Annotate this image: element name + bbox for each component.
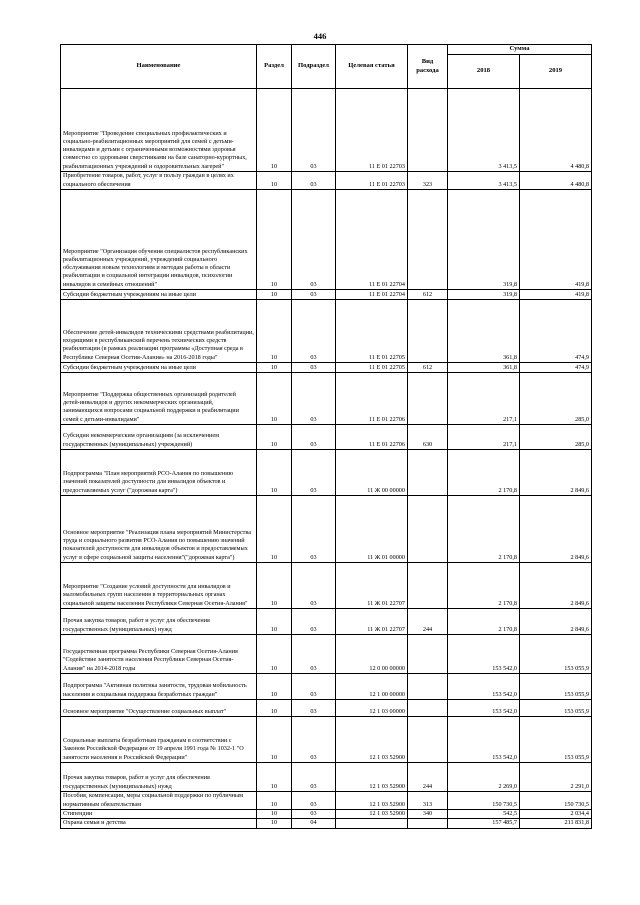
cell-amount-2018: 153 542,0 bbox=[448, 674, 520, 700]
cell-expense-type bbox=[408, 717, 448, 763]
cell-name: Приобретение товаров, работ, услуг в пользу граждан в целях их социального обеспечения bbox=[61, 172, 257, 190]
cell-name: Мероприятие "Поддержка общественных организаций родителей детей-инвалидов и других некоммерческих организаций, занимающихся вопросами социальной поддержки и реабилитации семей с детьми-инвалидами" bbox=[61, 373, 257, 425]
cell-subsection: 03 bbox=[292, 763, 336, 792]
cell-subsection: 03 bbox=[292, 89, 336, 172]
cell-name: Прочая закупка товаров, работ и услуг для обеспечения государственных (муниципальных) нужд bbox=[61, 609, 257, 635]
table-row bbox=[61, 763, 592, 792]
cell-expense-type: 244 bbox=[408, 763, 448, 792]
cell-amount-2019: 4 480,8 bbox=[520, 89, 592, 172]
cell-article: 11 Ж 01 22707 bbox=[336, 609, 408, 635]
cell-article: 11 Е 01 22704 bbox=[336, 190, 408, 290]
cell-section: 10 bbox=[257, 674, 292, 700]
cell-section: 10 bbox=[257, 363, 292, 373]
cell-amount-2018: 153 542,0 bbox=[448, 717, 520, 763]
cell-amount-2018: 319,8 bbox=[448, 290, 520, 300]
cell-subsection: 03 bbox=[292, 425, 336, 450]
cell-section: 10 bbox=[257, 450, 292, 496]
cell-expense-type bbox=[408, 89, 448, 172]
cell-amount-2018: 217,1 bbox=[448, 425, 520, 450]
cell-subsection: 03 bbox=[292, 563, 336, 609]
cell-expense-type bbox=[408, 373, 448, 425]
cell-amount-2019: 153 055,9 bbox=[520, 674, 592, 700]
cell-section: 10 bbox=[257, 496, 292, 563]
cell-amount-2018: 153 542,0 bbox=[448, 700, 520, 717]
cell-expense-type: 612 bbox=[408, 290, 448, 300]
cell-name: Пособия, компенсации, меры социальной поддержки по публичным нормативным обязательствам bbox=[61, 792, 257, 810]
cell-subsection: 03 bbox=[292, 810, 336, 819]
cell-section: 10 bbox=[257, 635, 292, 674]
cell-name: Подпрограмма "Активная политика занятости, трудовая мобильность населения и социальная поддержка безработных граждан" bbox=[61, 674, 257, 700]
cell-name: Прочая закупка товаров, работ и услуг для обеспечения государственных (муниципальных) нужд bbox=[61, 763, 257, 792]
cell-amount-2019: 153 055,9 bbox=[520, 700, 592, 717]
cell-name: Основное мероприятие "Реализация плана мероприятий Министерства труда и социального развития РСО-Алания по повышению значений показателей доступности для инвалидов объектов и предоставляемых услуг в сфере социальной защиты населения"("дорожная карта") bbox=[61, 496, 257, 563]
table-row bbox=[61, 635, 592, 674]
cell-amount-2019: 211 831,8 bbox=[520, 819, 592, 828]
cell-article bbox=[336, 819, 408, 828]
table-header bbox=[61, 45, 592, 89]
table-row bbox=[61, 190, 592, 290]
cell-section: 10 bbox=[257, 763, 292, 792]
cell-section: 10 bbox=[257, 290, 292, 300]
cell-amount-2019: 419,8 bbox=[520, 290, 592, 300]
cell-amount-2019: 2 034,4 bbox=[520, 810, 592, 819]
cell-amount-2019: 285,0 bbox=[520, 425, 592, 450]
cell-name: Основное мероприятие "Осуществление социальных выплат" bbox=[61, 700, 257, 717]
budget-table bbox=[60, 44, 592, 829]
cell-name: Субсидии бюджетным учреждениям на иные цели bbox=[61, 290, 257, 300]
cell-expense-type bbox=[408, 635, 448, 674]
cell-amount-2018: 2 170,8 bbox=[448, 450, 520, 496]
cell-name: Субсидии некоммерческим организациям (за исключением государственных (муниципальных) учреждений) bbox=[61, 425, 257, 450]
cell-subsection: 03 bbox=[292, 700, 336, 717]
cell-subsection: 03 bbox=[292, 717, 336, 763]
cell-section: 10 bbox=[257, 190, 292, 290]
cell-expense-type bbox=[408, 563, 448, 609]
cell-article: 11 Е 01 22705 bbox=[336, 300, 408, 363]
cell-name: Субсидии бюджетным учреждениям на иные цели bbox=[61, 363, 257, 373]
header-year-2019: 2019 bbox=[520, 55, 592, 89]
cell-amount-2019: 474,9 bbox=[520, 363, 592, 373]
table-body bbox=[61, 89, 592, 829]
cell-expense-type: 612 bbox=[408, 363, 448, 373]
cell-expense-type bbox=[408, 700, 448, 717]
cell-subsection: 03 bbox=[292, 635, 336, 674]
cell-amount-2019: 2 291,0 bbox=[520, 763, 592, 792]
cell-subsection: 03 bbox=[292, 300, 336, 363]
cell-amount-2019: 153 055,9 bbox=[520, 717, 592, 763]
table-row bbox=[61, 300, 592, 363]
header-amount: Сумма bbox=[448, 45, 592, 55]
cell-name: Обеспечение детей-инвалидов техническими средствами реабилитации, входящими в республиканский перечень технических средств реабилитации (в рамках реализации программы «Доступная среда в Республике Северная Осетия-Алания» на 2016-2018 годы" bbox=[61, 300, 257, 363]
cell-amount-2018: 3 413,5 bbox=[448, 172, 520, 190]
table-row bbox=[61, 290, 592, 300]
cell-expense-type: 323 bbox=[408, 172, 448, 190]
cell-expense-type bbox=[408, 450, 448, 496]
cell-amount-2018: 150 730,5 bbox=[448, 792, 520, 810]
cell-article: 12 1 03 52900 bbox=[336, 717, 408, 763]
table-row bbox=[61, 674, 592, 700]
cell-amount-2019: 2 849,6 bbox=[520, 563, 592, 609]
cell-amount-2019: 150 730,5 bbox=[520, 792, 592, 810]
table-row bbox=[61, 609, 592, 635]
table-row bbox=[61, 89, 592, 172]
cell-name: Мероприятие "Создание условий доступности для инвалидов и маломобильных групп населения в территориальных органах социальной защиты населения Республики Северная Осетия-Алания" bbox=[61, 563, 257, 609]
cell-amount-2019: 2 849,6 bbox=[520, 496, 592, 563]
table-row bbox=[61, 700, 592, 717]
table-row bbox=[61, 363, 592, 373]
table-row bbox=[61, 819, 592, 828]
cell-subsection: 03 bbox=[292, 450, 336, 496]
cell-article: 12 1 03 52900 bbox=[336, 810, 408, 819]
cell-section: 10 bbox=[257, 425, 292, 450]
cell-expense-type bbox=[408, 190, 448, 290]
cell-section: 10 bbox=[257, 300, 292, 363]
cell-section: 10 bbox=[257, 717, 292, 763]
table-row bbox=[61, 496, 592, 563]
cell-section: 10 bbox=[257, 792, 292, 810]
table-row bbox=[61, 717, 592, 763]
cell-section: 10 bbox=[257, 373, 292, 425]
cell-section: 10 bbox=[257, 563, 292, 609]
page-number: 446 bbox=[313, 31, 327, 41]
table-row bbox=[61, 563, 592, 609]
cell-section: 10 bbox=[257, 700, 292, 717]
cell-expense-type bbox=[408, 496, 448, 563]
cell-article: 11 Ж 01 22707 bbox=[336, 563, 408, 609]
header-name: Наименование bbox=[61, 45, 257, 89]
cell-expense-type bbox=[408, 674, 448, 700]
cell-article: 11 Е 01 22704 bbox=[336, 290, 408, 300]
cell-expense-type: 630 bbox=[408, 425, 448, 450]
cell-amount-2018: 542,5 bbox=[448, 810, 520, 819]
cell-article: 11 Е 01 22705 bbox=[336, 363, 408, 373]
cell-article: 11 Е 01 22703 bbox=[336, 89, 408, 172]
cell-section: 10 bbox=[257, 810, 292, 819]
cell-name: Мероприятие "Проведение специальных профилактических и социально-реабилитационных мероприятий для семей с детьми-инвалидами и детьми с ограниченными возможностями здоровья совместно со здоровыми сверстниками на базе санаторно-курортных, реабилитационных учреждений и оздоровительных лагерей" bbox=[61, 89, 257, 172]
cell-name: Стипендии bbox=[61, 810, 257, 819]
cell-subsection: 03 bbox=[292, 373, 336, 425]
cell-expense-type bbox=[408, 819, 448, 828]
cell-expense-type: 313 bbox=[408, 792, 448, 810]
cell-name: Социальные выплаты безработным гражданам в соответствии с Законом Российской Федерации от 19 апреля 1991 года № 1032-1 "О занятости населения в Российской Федерации" bbox=[61, 717, 257, 763]
cell-amount-2018: 217,1 bbox=[448, 373, 520, 425]
table-row bbox=[61, 792, 592, 810]
cell-article: 12 1 03 52900 bbox=[336, 763, 408, 792]
cell-article: 12 0 00 00000 bbox=[336, 635, 408, 674]
header-article: Целевая статья bbox=[336, 45, 408, 89]
cell-name: Государственная программа Республики Северная Осетия-Алания "Содействие занятости населения Республики Северная Осетия-Алания" на 2014-2018 годы bbox=[61, 635, 257, 674]
cell-subsection: 03 bbox=[292, 496, 336, 563]
cell-section: 10 bbox=[257, 819, 292, 828]
cell-subsection: 03 bbox=[292, 674, 336, 700]
cell-amount-2018: 3 413,5 bbox=[448, 89, 520, 172]
cell-amount-2019: 2 849,6 bbox=[520, 609, 592, 635]
header-year-2018: 2018 bbox=[448, 55, 520, 89]
cell-amount-2018: 157 485,7 bbox=[448, 819, 520, 828]
cell-article: 12 1 03 52900 bbox=[336, 792, 408, 810]
table-row bbox=[61, 425, 592, 450]
cell-amount-2019: 419,8 bbox=[520, 190, 592, 290]
cell-amount-2019: 285,0 bbox=[520, 373, 592, 425]
cell-amount-2019: 474,9 bbox=[520, 300, 592, 363]
cell-amount-2018: 361,8 bbox=[448, 363, 520, 373]
cell-article: 11 Ж 01 00000 bbox=[336, 496, 408, 563]
table-row bbox=[61, 172, 592, 190]
cell-amount-2018: 2 170,8 bbox=[448, 609, 520, 635]
table-row bbox=[61, 373, 592, 425]
cell-amount-2019: 2 849,6 bbox=[520, 450, 592, 496]
cell-subsection: 03 bbox=[292, 363, 336, 373]
cell-article: 12 1 00 00000 bbox=[336, 674, 408, 700]
cell-amount-2018: 2 170,8 bbox=[448, 496, 520, 563]
cell-subsection: 04 bbox=[292, 819, 336, 828]
cell-subsection: 03 bbox=[292, 290, 336, 300]
cell-article: 11 Е 01 22703 bbox=[336, 172, 408, 190]
cell-subsection: 03 bbox=[292, 190, 336, 290]
cell-amount-2018: 319,8 bbox=[448, 190, 520, 290]
cell-name: Мероприятие "Организация обучения специалистов республиканских реабилитационных учреждений, учреждений социального обслуживания новым технологиям и методам работы в области реабилитации и социальной интеграции инвалидов, психологии инвалидов и семейных отношений" bbox=[61, 190, 257, 290]
cell-section: 10 bbox=[257, 172, 292, 190]
cell-subsection: 03 bbox=[292, 792, 336, 810]
cell-expense-type bbox=[408, 300, 448, 363]
cell-expense-type: 244 bbox=[408, 609, 448, 635]
cell-amount-2019: 153 055,9 bbox=[520, 635, 592, 674]
cell-article: 11 Е 01 22706 bbox=[336, 373, 408, 425]
cell-article: 11 Ж 00 00000 bbox=[336, 450, 408, 496]
cell-amount-2018: 2 269,0 bbox=[448, 763, 520, 792]
header-section: Раздел bbox=[257, 45, 292, 89]
header-subsection: Подраздел bbox=[292, 45, 336, 89]
cell-amount-2018: 2 170,8 bbox=[448, 563, 520, 609]
cell-subsection: 03 bbox=[292, 609, 336, 635]
cell-subsection: 03 bbox=[292, 172, 336, 190]
table-row bbox=[61, 810, 592, 819]
cell-section: 10 bbox=[257, 89, 292, 172]
table-row bbox=[61, 450, 592, 496]
cell-expense-type: 340 bbox=[408, 810, 448, 819]
cell-name: Охрана семьи и детства bbox=[61, 819, 257, 828]
cell-amount-2019: 4 480,8 bbox=[520, 172, 592, 190]
cell-section: 10 bbox=[257, 609, 292, 635]
header-expense-type: Вид расхода bbox=[408, 45, 448, 89]
cell-article: 11 Е 01 22706 bbox=[336, 425, 408, 450]
cell-name: Подпрограмма "План мероприятий РСО-Алания по повышению значений показателей доступности для инвалидов объектов и предоставляемых услуг ("дорожная карта") bbox=[61, 450, 257, 496]
cell-article: 12 1 03 00000 bbox=[336, 700, 408, 717]
cell-amount-2018: 361,8 bbox=[448, 300, 520, 363]
cell-amount-2018: 153 542,0 bbox=[448, 635, 520, 674]
